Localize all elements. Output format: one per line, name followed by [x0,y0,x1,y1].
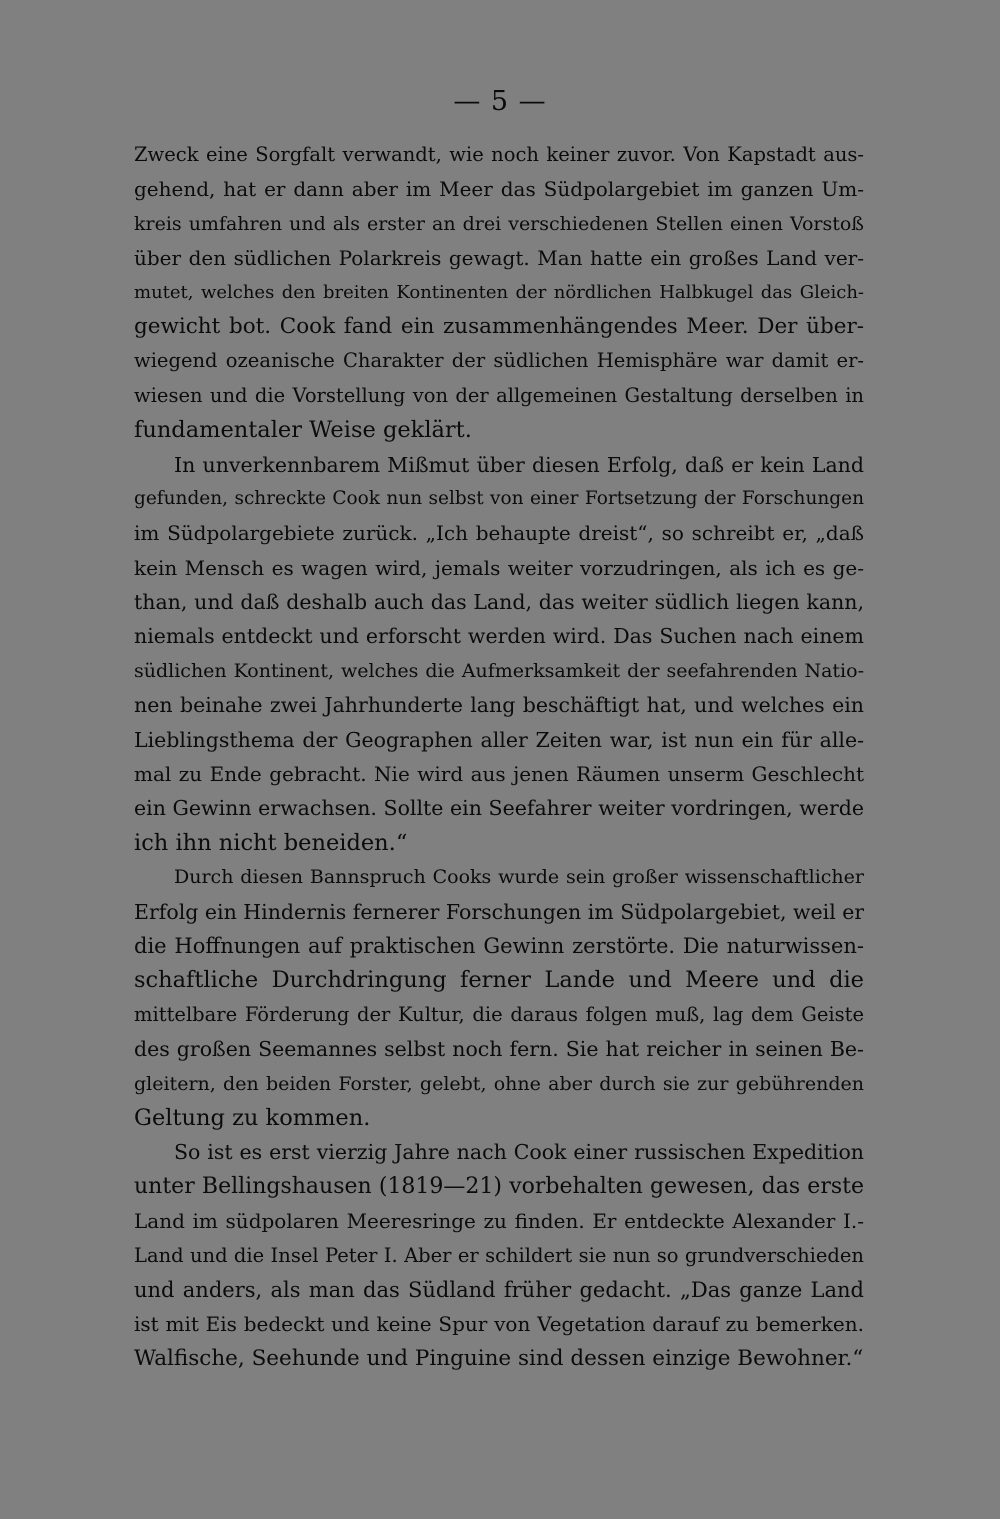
text-line: im Südpolargebiete zurück. „Ich behaupte dreist“, so schreibt er, „daß [134,521,864,546]
text-line: fundamentaler Weise geklärt. [134,417,472,444]
text-line: gewicht bot. Cook fand ein zusammenhängendes Meer. Der über- [134,313,864,339]
text-line: niemals entdeckt und erforscht werden wird. Das Suchen nach einem [134,624,864,649]
text-line: Walfische, Seehunde und Pinguine sind dessen einzige Bewohner.“ [134,1345,864,1371]
text-line: unter Bellingshausen (1819—21) vorbehalten gewesen, das erste [134,1173,864,1199]
text-line: ein Gewinn erwachsen. Sollte ein Seefahrer weiter vordringen, werde [134,796,864,821]
text-line: schaftliche Durchdringung ferner Lande und Meere und die [134,967,864,994]
text-line: über den südlichen Polarkreis gewagt. Man hatte ein großes Land ver- [134,246,864,271]
text-line: mutet, welches den breiten Kontinenten der nördlichen Halbkugel das Gleich- [134,281,864,303]
text-line: des großen Seemannes selbst noch fern. Sie hat reicher in seinen Be- [134,1037,864,1062]
text-line: Geltung zu kommen. [134,1104,371,1131]
text-line: nen beinahe zwei Jahrhunderte lang beschäftigt hat, und welches ein [134,693,864,718]
text-line: südlichen Kontinent, welches die Aufmerksamkeit der seefahrenden Natio- [134,659,864,682]
text-line: kreis umfahren und als erster an drei verschiedenen Stellen einen Vorstoß [134,212,864,235]
text-line: So ist es erst vierzig Jahre nach Cook einer russischen Expedition [174,1140,864,1165]
text-line: ich ihn nicht beneiden.“ [134,829,408,856]
text-line: Erfolg ein Hindernis fernerer Forschungen im Südpolargebiet, weil er [134,899,864,924]
text-line: In unverkennbarem Mißmut über diesen Erfolg, daß er kein Land [174,452,864,477]
text-line: Durch diesen Bannspruch Cooks wurde sein großer wissenschaftlicher [174,866,864,889]
body-text [134,138,864,1376]
text-line: Land im südpolaren Meeresringe zu finden. Er entdeckte Alexander I.- [134,1209,864,1234]
text-line: Land und die Insel Peter I. Aber er schildert sie nun so grundverschieden [134,1243,864,1267]
page-number: — 5 — [453,86,547,117]
text-line: und anders, als man das Südland früher gedacht. „Das ganze Land [134,1277,864,1302]
text-line: wiegend ozeanische Charakter der südlichen Hemisphäre war damit er- [134,349,864,373]
text-line: mal zu Ende gebracht. Nie wird aus jenen Räumen unserm Geschlecht [134,762,864,787]
text-line: Zweck eine Sorgfalt verwandt, wie noch keiner zuvor. Von Kapstadt aus- [134,143,864,166]
text-line: wiesen und die Vorstellung von der allgemeinen Gestaltung derselben in [134,383,864,407]
text-line: than, und daß deshalb auch das Land, das weiter südlich liegen kann, [134,590,864,615]
text-line: die Hoffnungen auf praktischen Gewinn zerstörte. Die naturwissen- [134,933,864,958]
text-line: Lieblingsthema der Geographen aller Zeiten war, ist nun ein für alle- [134,727,864,752]
text-line: gefunden, schreckte Cook nun selbst von einer Fortsetzung der Forschungen [134,487,864,509]
text-line: gehend, hat er dann aber im Meer das Südpolargebiet im ganzen Um- [134,177,864,202]
text-line: ist mit Eis bedeckt und keine Spur von Vegetation darauf zu bemerken. [134,1312,864,1337]
text-line: kein Mensch es wagen wird, jemals weiter vorzudringen, als ich es ge- [134,555,864,580]
text-line: gleitern, den beiden Forster, gelebt, ohne aber durch sie zur gebührenden [134,1072,864,1095]
text-line: mittelbare Förderung der Kultur, die daraus folgen muß, lag dem Geiste [134,1002,864,1026]
